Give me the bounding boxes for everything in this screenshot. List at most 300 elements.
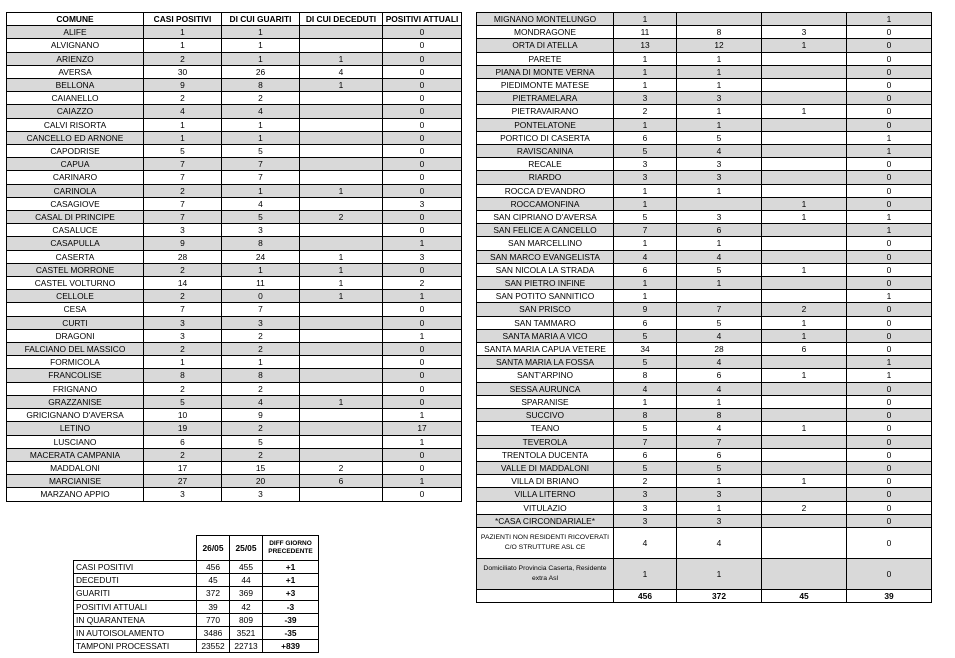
table-row bbox=[7, 197, 462, 210]
row-value-cell bbox=[762, 79, 847, 92]
table-row bbox=[477, 369, 932, 382]
summary-value-cell: 44 bbox=[230, 574, 263, 587]
row-value-cell: 5 bbox=[222, 211, 300, 224]
row-label-cell: CASTEL MORRONE bbox=[7, 263, 144, 276]
table-row bbox=[7, 369, 462, 382]
row-value-cell: 3 bbox=[677, 171, 762, 184]
table-row bbox=[477, 197, 932, 210]
row-value-cell bbox=[762, 382, 847, 395]
row-value-cell: 4 bbox=[677, 422, 762, 435]
row-label-cell: SAN CIPRIANO D'AVERSA bbox=[477, 211, 614, 224]
summary-value-cell: +1 bbox=[263, 574, 319, 587]
row-value-cell: 3 bbox=[222, 488, 300, 501]
row-value-cell: 4 bbox=[677, 250, 762, 263]
row-label-cell: CALVI RISORTA bbox=[7, 118, 144, 131]
row-value-cell: 6 bbox=[300, 475, 383, 488]
row-value-cell bbox=[300, 171, 383, 184]
row-value-cell: 0 bbox=[383, 26, 462, 39]
row-label-cell: ALVIGNANO bbox=[7, 39, 144, 52]
row-value-cell: 7 bbox=[677, 303, 762, 316]
row-value-cell: 5 bbox=[677, 461, 762, 474]
row-value-cell: 6 bbox=[614, 316, 677, 329]
row-label-cell: VALLE DI MADDALONI bbox=[477, 461, 614, 474]
row-value-cell: 3 bbox=[222, 316, 300, 329]
row-label-cell: ALIFE bbox=[7, 26, 144, 39]
row-value-cell: 1 bbox=[677, 475, 762, 488]
table-row bbox=[7, 382, 462, 395]
row-value-cell: 6 bbox=[144, 435, 222, 448]
row-value-cell: 1 bbox=[677, 79, 762, 92]
table-row bbox=[477, 435, 932, 448]
row-value-cell: 1 bbox=[144, 26, 222, 39]
row-value-cell: 0 bbox=[383, 79, 462, 92]
row-value-cell: 0 bbox=[847, 501, 932, 514]
row-value-cell bbox=[300, 158, 383, 171]
table-row bbox=[7, 395, 462, 408]
row-value-cell: 0 bbox=[847, 158, 932, 171]
table-row bbox=[7, 79, 462, 92]
row-value-cell: 5 bbox=[614, 211, 677, 224]
summary-label-cell: CASI POSITIVI bbox=[74, 561, 197, 574]
special-value-cell bbox=[762, 527, 847, 558]
table-row bbox=[7, 435, 462, 448]
summary-label-cell: IN QUARANTENA bbox=[74, 613, 197, 626]
table-row bbox=[477, 329, 932, 342]
row-value-cell: 0 bbox=[383, 461, 462, 474]
row-value-cell bbox=[762, 250, 847, 263]
row-value-cell: 3 bbox=[614, 501, 677, 514]
row-label-cell: ROCCAMONFINA bbox=[477, 197, 614, 210]
row-label-cell: DRAGONI bbox=[7, 329, 144, 342]
row-value-cell: 0 bbox=[847, 329, 932, 342]
row-label-cell: SANT'ARPINO bbox=[477, 369, 614, 382]
row-value-cell bbox=[677, 13, 762, 26]
table-row bbox=[7, 158, 462, 171]
row-value-cell: 1 bbox=[300, 250, 383, 263]
row-value-cell: 3 bbox=[677, 158, 762, 171]
row-label-cell: SANTA MARIA CAPUA VETERE bbox=[477, 343, 614, 356]
row-value-cell: 8 bbox=[614, 369, 677, 382]
row-value-cell: 2 bbox=[614, 475, 677, 488]
row-value-cell: 20 bbox=[222, 475, 300, 488]
row-value-cell: 0 bbox=[847, 475, 932, 488]
row-value-cell: 1 bbox=[144, 118, 222, 131]
row-value-cell bbox=[677, 197, 762, 210]
row-value-cell: 1 bbox=[762, 263, 847, 276]
row-label-cell: CAPUA bbox=[7, 158, 144, 171]
row-label-cell: SESSA AURUNCA bbox=[477, 382, 614, 395]
row-value-cell: 2 bbox=[144, 92, 222, 105]
row-label-cell: CASALUCE bbox=[7, 224, 144, 237]
table-row bbox=[477, 263, 932, 276]
row-value-cell bbox=[300, 224, 383, 237]
row-label-cell: RECALE bbox=[477, 158, 614, 171]
row-label-cell: PORTICO DI CASERTA bbox=[477, 131, 614, 144]
row-value-cell bbox=[300, 382, 383, 395]
row-value-cell: 3 bbox=[144, 488, 222, 501]
row-value-cell bbox=[762, 237, 847, 250]
table-row bbox=[477, 382, 932, 395]
totals-value-cell: 39 bbox=[847, 589, 932, 602]
table-row bbox=[477, 501, 932, 514]
row-value-cell: 1 bbox=[614, 395, 677, 408]
row-value-cell bbox=[677, 290, 762, 303]
table-row bbox=[477, 356, 932, 369]
row-value-cell: 0 bbox=[222, 290, 300, 303]
row-value-cell bbox=[762, 145, 847, 158]
row-value-cell bbox=[300, 369, 383, 382]
row-value-cell: 5 bbox=[144, 145, 222, 158]
row-value-cell: 7 bbox=[614, 224, 677, 237]
row-value-cell bbox=[762, 224, 847, 237]
row-value-cell: 5 bbox=[677, 263, 762, 276]
summary-row bbox=[74, 613, 319, 626]
table-row bbox=[7, 171, 462, 184]
row-value-cell: 0 bbox=[847, 448, 932, 461]
row-value-cell: 4 bbox=[222, 197, 300, 210]
row-value-cell: 3 bbox=[614, 92, 677, 105]
totals-value-cell: 372 bbox=[677, 589, 762, 602]
totals-label-cell bbox=[477, 589, 614, 602]
row-label-cell: CAIANELLO bbox=[7, 92, 144, 105]
table-row bbox=[477, 395, 932, 408]
row-value-cell bbox=[762, 158, 847, 171]
row-label-cell: PONTELATONE bbox=[477, 118, 614, 131]
row-value-cell: 2 bbox=[762, 501, 847, 514]
row-value-cell: 2 bbox=[222, 343, 300, 356]
row-value-cell: 5 bbox=[677, 316, 762, 329]
summary-label-cell: POSITIVI ATTUALI bbox=[74, 600, 197, 613]
row-value-cell: 1 bbox=[762, 105, 847, 118]
row-value-cell bbox=[762, 461, 847, 474]
row-value-cell bbox=[300, 197, 383, 210]
row-value-cell: 1 bbox=[300, 263, 383, 276]
table-row bbox=[7, 145, 462, 158]
row-label-cell: SUCCIVO bbox=[477, 409, 614, 422]
row-value-cell: 3 bbox=[677, 488, 762, 501]
row-value-cell: 0 bbox=[383, 39, 462, 52]
table-row bbox=[477, 409, 932, 422]
header-casi-positivi: CASI POSITIVI bbox=[144, 13, 222, 26]
row-value-cell: 7 bbox=[144, 158, 222, 171]
row-value-cell: 0 bbox=[847, 382, 932, 395]
row-value-cell: 0 bbox=[847, 250, 932, 263]
row-label-cell: SAN MARCELLINO bbox=[477, 237, 614, 250]
table-row bbox=[477, 488, 932, 501]
row-label-cell: CARINARO bbox=[7, 171, 144, 184]
row-value-cell bbox=[762, 131, 847, 144]
table-row bbox=[7, 65, 462, 78]
row-value-cell: 1 bbox=[614, 13, 677, 26]
summary-header-diff: DIFF GIORNO PRECEDENTE bbox=[263, 536, 319, 561]
row-value-cell: 11 bbox=[222, 277, 300, 290]
row-value-cell bbox=[762, 184, 847, 197]
row-value-cell: 0 bbox=[847, 39, 932, 52]
row-value-cell: 1 bbox=[300, 184, 383, 197]
table-row bbox=[7, 131, 462, 144]
row-value-cell bbox=[300, 303, 383, 316]
row-value-cell: 0 bbox=[383, 369, 462, 382]
table-row bbox=[477, 158, 932, 171]
summary-row bbox=[74, 587, 319, 600]
row-value-cell bbox=[762, 290, 847, 303]
row-value-cell: 0 bbox=[847, 435, 932, 448]
row-value-cell: 1 bbox=[222, 39, 300, 52]
row-value-cell: 7 bbox=[677, 435, 762, 448]
table-row bbox=[7, 461, 462, 474]
special-value-cell: 4 bbox=[614, 527, 677, 558]
row-label-cell: MARCIANISE bbox=[7, 475, 144, 488]
row-value-cell: 9 bbox=[222, 409, 300, 422]
row-value-cell: 6 bbox=[677, 224, 762, 237]
table-row bbox=[7, 409, 462, 422]
row-value-cell: 1 bbox=[677, 65, 762, 78]
row-value-cell: 4 bbox=[677, 382, 762, 395]
row-value-cell: 2 bbox=[144, 290, 222, 303]
row-label-cell: MONDRAGONE bbox=[477, 26, 614, 39]
special-label-cell: Domiciliato Provincia Caserta, Residente extra Asl bbox=[477, 558, 614, 589]
row-value-cell: 1 bbox=[762, 369, 847, 382]
table-row bbox=[7, 39, 462, 52]
row-value-cell bbox=[762, 65, 847, 78]
row-label-cell: BELLONA bbox=[7, 79, 144, 92]
row-value-cell: 0 bbox=[383, 131, 462, 144]
row-value-cell: 2 bbox=[222, 422, 300, 435]
row-value-cell: 1 bbox=[847, 224, 932, 237]
row-value-cell bbox=[762, 92, 847, 105]
row-value-cell: 0 bbox=[383, 356, 462, 369]
row-value-cell: 0 bbox=[847, 277, 932, 290]
row-value-cell: 2 bbox=[144, 184, 222, 197]
row-value-cell: 26 bbox=[222, 65, 300, 78]
row-value-cell: 0 bbox=[383, 65, 462, 78]
summary-value-cell: +1 bbox=[263, 561, 319, 574]
table-row bbox=[7, 92, 462, 105]
row-value-cell: 0 bbox=[383, 395, 462, 408]
row-value-cell: 1 bbox=[614, 290, 677, 303]
row-value-cell: 4 bbox=[144, 105, 222, 118]
row-value-cell: 4 bbox=[614, 382, 677, 395]
row-value-cell: 1 bbox=[222, 118, 300, 131]
table-row bbox=[477, 250, 932, 263]
special-row bbox=[477, 527, 932, 558]
totals-value-cell: 456 bbox=[614, 589, 677, 602]
row-value-cell: 1 bbox=[383, 475, 462, 488]
row-value-cell: 8 bbox=[614, 409, 677, 422]
row-value-cell: 0 bbox=[847, 118, 932, 131]
row-value-cell: 7 bbox=[144, 197, 222, 210]
row-value-cell: 5 bbox=[614, 356, 677, 369]
table-row bbox=[7, 356, 462, 369]
summary-label-cell: IN AUTOISOLAMENTO bbox=[74, 627, 197, 640]
row-label-cell: SAN FELICE A CANCELLO bbox=[477, 224, 614, 237]
row-value-cell: 3 bbox=[383, 197, 462, 210]
table-row bbox=[477, 448, 932, 461]
row-value-cell: 0 bbox=[847, 303, 932, 316]
row-label-cell: RIARDO bbox=[477, 171, 614, 184]
row-value-cell: 0 bbox=[383, 224, 462, 237]
row-value-cell: 1 bbox=[677, 118, 762, 131]
row-value-cell: 5 bbox=[614, 461, 677, 474]
row-value-cell: 10 bbox=[144, 409, 222, 422]
row-value-cell: 27 bbox=[144, 475, 222, 488]
row-value-cell: 8 bbox=[677, 409, 762, 422]
row-value-cell: 8 bbox=[144, 369, 222, 382]
row-value-cell: 4 bbox=[677, 356, 762, 369]
row-value-cell: 2 bbox=[144, 52, 222, 65]
row-value-cell: 7 bbox=[222, 303, 300, 316]
row-value-cell: 1 bbox=[614, 197, 677, 210]
row-value-cell: 0 bbox=[847, 26, 932, 39]
row-value-cell bbox=[762, 118, 847, 131]
special-value-cell: 0 bbox=[847, 527, 932, 558]
row-value-cell: 0 bbox=[383, 488, 462, 501]
row-value-cell: 1 bbox=[614, 79, 677, 92]
special-value-cell: 4 bbox=[677, 527, 762, 558]
row-label-cell: MADDALONI bbox=[7, 461, 144, 474]
row-label-cell: SAN MARCO EVANGELISTA bbox=[477, 250, 614, 263]
row-value-cell: 19 bbox=[144, 422, 222, 435]
row-value-cell: 0 bbox=[383, 105, 462, 118]
summary-value-cell: 45 bbox=[197, 574, 230, 587]
row-value-cell bbox=[762, 171, 847, 184]
row-value-cell bbox=[762, 514, 847, 527]
table-row bbox=[7, 105, 462, 118]
table-row bbox=[7, 488, 462, 501]
table-row bbox=[477, 145, 932, 158]
row-label-cell: FALCIANO DEL MASSICO bbox=[7, 343, 144, 356]
row-label-cell: *CASA CIRCONDARIALE* bbox=[477, 514, 614, 527]
table-row bbox=[477, 422, 932, 435]
row-value-cell: 1 bbox=[222, 26, 300, 39]
table-row bbox=[477, 92, 932, 105]
row-value-cell: 1 bbox=[144, 39, 222, 52]
row-label-cell: FRIGNANO bbox=[7, 382, 144, 395]
row-label-cell: MIGNANO MONTELUNGO bbox=[477, 13, 614, 26]
row-label-cell: SAN PIETRO INFINE bbox=[477, 277, 614, 290]
row-value-cell bbox=[300, 488, 383, 501]
summary-value-cell: 3521 bbox=[230, 627, 263, 640]
row-label-cell: CASAGIOVE bbox=[7, 197, 144, 210]
row-value-cell: 4 bbox=[300, 65, 383, 78]
row-value-cell: 1 bbox=[383, 290, 462, 303]
row-value-cell: 1 bbox=[222, 184, 300, 197]
header-guariti: DI CUI GUARITI bbox=[222, 13, 300, 26]
row-value-cell: 1 bbox=[614, 52, 677, 65]
table-row bbox=[7, 422, 462, 435]
row-value-cell: 7 bbox=[144, 171, 222, 184]
row-label-cell: FORMICOLA bbox=[7, 356, 144, 369]
row-value-cell: 3 bbox=[677, 514, 762, 527]
row-label-cell: ORTA DI ATELLA bbox=[477, 39, 614, 52]
summary-header-blank bbox=[74, 536, 197, 561]
row-value-cell bbox=[762, 356, 847, 369]
row-label-cell: PARETE bbox=[477, 52, 614, 65]
row-value-cell: 0 bbox=[847, 343, 932, 356]
row-value-cell bbox=[300, 131, 383, 144]
row-value-cell: 2 bbox=[144, 382, 222, 395]
row-value-cell: 1 bbox=[300, 277, 383, 290]
row-value-cell: 0 bbox=[847, 105, 932, 118]
row-value-cell: 1 bbox=[300, 290, 383, 303]
row-value-cell: 1 bbox=[677, 184, 762, 197]
summary-row bbox=[74, 600, 319, 613]
row-value-cell bbox=[300, 409, 383, 422]
row-value-cell: 8 bbox=[222, 237, 300, 250]
row-value-cell: 1 bbox=[614, 184, 677, 197]
row-value-cell: 0 bbox=[383, 92, 462, 105]
table-row bbox=[477, 461, 932, 474]
row-label-cell: PIETRAVAIRANO bbox=[477, 105, 614, 118]
row-value-cell: 5 bbox=[614, 145, 677, 158]
row-value-cell bbox=[762, 409, 847, 422]
row-value-cell: 8 bbox=[222, 369, 300, 382]
summary-header-yesterday: 25/05 bbox=[230, 536, 263, 561]
table-row bbox=[7, 475, 462, 488]
row-value-cell: 1 bbox=[677, 237, 762, 250]
row-value-cell: 5 bbox=[677, 131, 762, 144]
row-value-cell: 1 bbox=[847, 369, 932, 382]
summary-label-cell: TAMPONI PROCESSATI bbox=[74, 640, 197, 653]
row-value-cell: 1 bbox=[677, 277, 762, 290]
table-row bbox=[477, 316, 932, 329]
table-row bbox=[7, 250, 462, 263]
table-row bbox=[477, 224, 932, 237]
row-label-cell: SANTA MARIA LA FOSSA bbox=[477, 356, 614, 369]
row-value-cell bbox=[300, 448, 383, 461]
row-label-cell: SAN TAMMARO bbox=[477, 316, 614, 329]
row-value-cell: 0 bbox=[847, 52, 932, 65]
summary-value-cell: 22713 bbox=[230, 640, 263, 653]
row-value-cell bbox=[300, 356, 383, 369]
table-row bbox=[477, 303, 932, 316]
table-row bbox=[7, 448, 462, 461]
row-label-cell: ARIENZO bbox=[7, 52, 144, 65]
row-value-cell: 3 bbox=[144, 316, 222, 329]
row-value-cell: 6 bbox=[614, 131, 677, 144]
table-row bbox=[477, 514, 932, 527]
special-value-cell: 0 bbox=[847, 558, 932, 589]
row-label-cell: CESA bbox=[7, 303, 144, 316]
row-label-cell: ROCCA D'EVANDRO bbox=[477, 184, 614, 197]
row-value-cell: 6 bbox=[677, 448, 762, 461]
summary-value-cell: +839 bbox=[263, 640, 319, 653]
row-value-cell: 24 bbox=[222, 250, 300, 263]
row-value-cell: 2 bbox=[762, 303, 847, 316]
row-label-cell: TEANO bbox=[477, 422, 614, 435]
row-value-cell: 9 bbox=[144, 79, 222, 92]
table-row bbox=[477, 184, 932, 197]
table-row bbox=[477, 290, 932, 303]
row-value-cell: 0 bbox=[847, 237, 932, 250]
table-row bbox=[7, 211, 462, 224]
row-value-cell: 1 bbox=[677, 52, 762, 65]
row-value-cell: 6 bbox=[677, 369, 762, 382]
row-label-cell: AVERSA bbox=[7, 65, 144, 78]
row-value-cell: 6 bbox=[614, 448, 677, 461]
table-row bbox=[477, 105, 932, 118]
special-value-cell bbox=[762, 558, 847, 589]
special-value-cell: 1 bbox=[614, 558, 677, 589]
row-value-cell: 0 bbox=[383, 316, 462, 329]
row-value-cell: 1 bbox=[222, 263, 300, 276]
table-row bbox=[7, 118, 462, 131]
row-value-cell: 4 bbox=[222, 395, 300, 408]
row-value-cell bbox=[762, 488, 847, 501]
row-value-cell bbox=[300, 92, 383, 105]
summary-value-cell: 42 bbox=[230, 600, 263, 613]
summary-row bbox=[74, 640, 319, 653]
